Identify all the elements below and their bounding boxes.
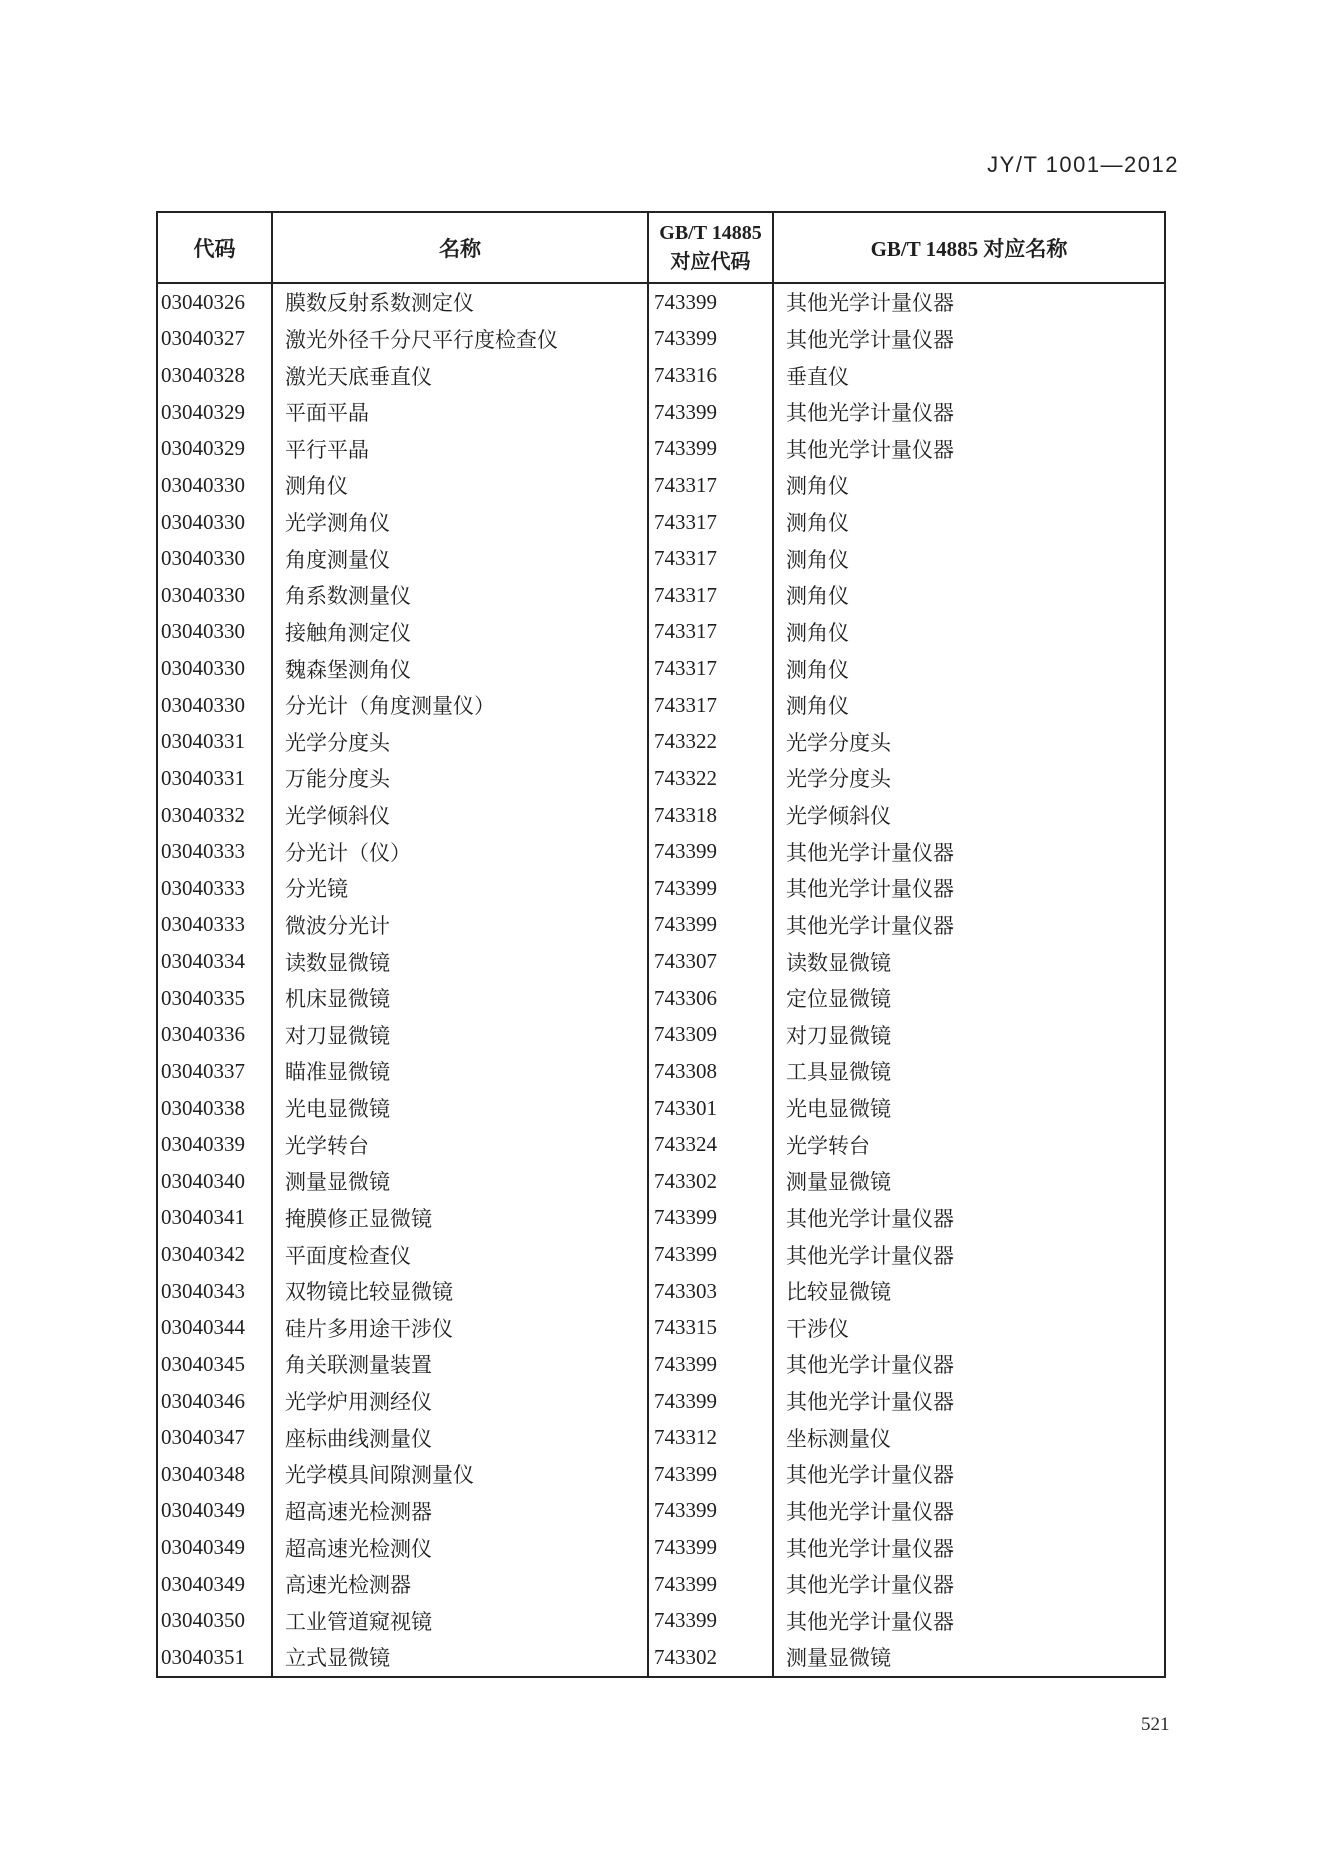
cell-code: 03040351 [161, 1644, 245, 1669]
table-row [158, 394, 1164, 431]
cell-gbt-code: 743317 [647, 577, 772, 614]
table-row [158, 1273, 1164, 1310]
table-row [158, 1017, 1164, 1054]
cell-gbt-code: 743309 [647, 1017, 772, 1054]
cell-name: 硅片多用途干涉仪 [271, 1310, 647, 1347]
cell-name: 膜数反射系数测定仪 [271, 284, 647, 321]
cell-gbt-code: 743322 [647, 724, 772, 761]
cell-name: 光电显微镜 [271, 1090, 647, 1127]
column-header-gbt-code-line2: 对应代码 [670, 250, 751, 273]
cell-code: 03040330 [161, 472, 245, 497]
cell-code: 03040330 [161, 656, 245, 681]
cell-code: 03040333 [161, 839, 245, 864]
table-row [158, 614, 1164, 651]
cell-code: 03040330 [161, 692, 245, 717]
cell-gbt-name: 其他光学计量仪器 [772, 1346, 1164, 1383]
table-row [158, 650, 1164, 687]
cell-gbt-name: 其他光学计量仪器 [772, 284, 1164, 321]
table-row [158, 1126, 1164, 1163]
table-row [158, 833, 1164, 870]
cell-code: 03040333 [161, 912, 245, 937]
table-row [158, 1346, 1164, 1383]
cell-gbt-code: 743399 [647, 1603, 772, 1640]
cell-code: 03040330 [161, 509, 245, 534]
cell-name: 光学转台 [271, 1126, 647, 1163]
cell-gbt-code: 743399 [647, 1529, 772, 1566]
cell-name: 读数显微镜 [271, 943, 647, 980]
cell-gbt-name: 其他光学计量仪器 [772, 321, 1164, 358]
cell-gbt-code: 743317 [647, 467, 772, 504]
cell-gbt-name: 光学转台 [772, 1126, 1164, 1163]
table-row [158, 1566, 1164, 1603]
cell-gbt-name: 测角仪 [772, 650, 1164, 687]
cell-gbt-code: 743399 [647, 1383, 772, 1420]
cell-code: 03040338 [161, 1095, 245, 1120]
cell-gbt-name: 其他光学计量仪器 [772, 1529, 1164, 1566]
cell-gbt-code: 743399 [647, 1346, 772, 1383]
cell-code: 03040347 [161, 1425, 245, 1450]
cell-gbt-code: 743312 [647, 1419, 772, 1456]
cell-code: 03040344 [161, 1315, 245, 1340]
cell-gbt-name: 测角仪 [772, 687, 1164, 724]
table-row [158, 1090, 1164, 1127]
cell-name: 超高速光检测器 [271, 1493, 647, 1530]
cell-gbt-code: 743399 [647, 394, 772, 431]
cell-name: 瞄准显微镜 [271, 1053, 647, 1090]
cell-gbt-name: 干涉仪 [772, 1310, 1164, 1347]
cell-gbt-name: 其他光学计量仪器 [772, 1200, 1164, 1237]
cell-name: 平面度检查仪 [271, 1236, 647, 1273]
cell-gbt-code: 743317 [647, 504, 772, 541]
cell-code: 03040340 [161, 1168, 245, 1193]
table-row [158, 431, 1164, 468]
cell-gbt-code: 743318 [647, 797, 772, 834]
table-header-row [158, 213, 1164, 284]
cell-name: 立式显微镜 [271, 1639, 647, 1676]
cell-gbt-name: 其他光学计量仪器 [772, 1236, 1164, 1273]
cell-gbt-name: 其他光学计量仪器 [772, 907, 1164, 944]
cell-name: 双物镜比较显微镜 [271, 1273, 647, 1310]
cell-name: 超高速光检测仪 [271, 1529, 647, 1566]
cell-gbt-name: 测角仪 [772, 467, 1164, 504]
table-body [158, 284, 1164, 1676]
cell-name: 魏森堡测角仪 [271, 650, 647, 687]
table-row [158, 1419, 1164, 1456]
cell-code: 03040349 [161, 1535, 245, 1560]
table-row [158, 907, 1164, 944]
cell-gbt-code: 743317 [647, 614, 772, 651]
cell-name: 掩膜修正显微镜 [271, 1200, 647, 1237]
cell-name: 光学炉用测经仪 [271, 1383, 647, 1420]
cell-name: 座标曲线测量仪 [271, 1419, 647, 1456]
cell-code: 03040345 [161, 1351, 245, 1376]
cell-gbt-name: 光学倾斜仪 [772, 797, 1164, 834]
cell-name: 光学测角仪 [271, 504, 647, 541]
table-row [158, 357, 1164, 394]
cell-gbt-code: 743307 [647, 943, 772, 980]
cell-name: 光学模具间隙测量仪 [271, 1456, 647, 1493]
cell-code: 03040350 [161, 1608, 245, 1633]
cell-name: 接触角测定仪 [271, 614, 647, 651]
table-row [158, 1493, 1164, 1530]
cell-gbt-name: 测量显微镜 [772, 1639, 1164, 1676]
table-row [158, 1236, 1164, 1273]
cell-gbt-name: 其他光学计量仪器 [772, 1493, 1164, 1530]
cell-gbt-code: 743324 [647, 1126, 772, 1163]
table-row [158, 284, 1164, 321]
cell-gbt-name: 测量显微镜 [772, 1163, 1164, 1200]
cell-code: 03040331 [161, 729, 245, 754]
cell-name: 分光计（仪） [271, 833, 647, 870]
cell-code: 03040335 [161, 985, 245, 1010]
cell-gbt-code: 743399 [647, 1236, 772, 1273]
cell-code: 03040332 [161, 802, 245, 827]
table-row [158, 467, 1164, 504]
table-row [158, 1163, 1164, 1200]
cell-gbt-name: 光电显微镜 [772, 1090, 1164, 1127]
cell-code: 03040327 [161, 326, 245, 351]
cell-gbt-code: 743399 [647, 1493, 772, 1530]
cell-code: 03040329 [161, 436, 245, 461]
cell-code: 03040346 [161, 1388, 245, 1413]
table-row [158, 1053, 1164, 1090]
cell-gbt-name: 其他光学计量仪器 [772, 1456, 1164, 1493]
cell-gbt-code: 743399 [647, 321, 772, 358]
page-number: 521 [1141, 1714, 1170, 1735]
cell-name: 角系数测量仪 [271, 577, 647, 614]
cell-code: 03040330 [161, 546, 245, 571]
cell-gbt-code: 743317 [647, 650, 772, 687]
cell-name: 平行平晶 [271, 431, 647, 468]
cell-name: 激光外径千分尺平行度检查仪 [271, 321, 647, 358]
cell-gbt-code: 743308 [647, 1053, 772, 1090]
cell-gbt-name: 测角仪 [772, 504, 1164, 541]
code-mapping-table [156, 211, 1166, 1678]
table-row [158, 1456, 1164, 1493]
cell-gbt-code: 743399 [647, 1456, 772, 1493]
column-header-gbt-code [647, 213, 772, 282]
table-row [158, 1603, 1164, 1640]
cell-name: 微波分光计 [271, 907, 647, 944]
table-row [158, 321, 1164, 358]
cell-gbt-name: 测角仪 [772, 540, 1164, 577]
standard-number: JY/T 1001—2012 [987, 152, 1179, 177]
cell-code: 03040343 [161, 1278, 245, 1303]
cell-gbt-code: 743399 [647, 431, 772, 468]
cell-code: 03040342 [161, 1242, 245, 1267]
cell-gbt-code: 743317 [647, 540, 772, 577]
column-header-gbt-code-line1: GB/T 14885 [659, 221, 762, 244]
table-row [158, 504, 1164, 541]
cell-gbt-code: 743399 [647, 870, 772, 907]
cell-code: 03040333 [161, 875, 245, 900]
cell-gbt-name: 其他光学计量仪器 [772, 1566, 1164, 1603]
cell-code: 03040329 [161, 399, 245, 424]
column-header-code: 代码 [193, 236, 236, 261]
cell-name: 测量显微镜 [271, 1163, 647, 1200]
cell-gbt-name: 光学分度头 [772, 760, 1164, 797]
table-row [158, 980, 1164, 1017]
cell-name: 对刀显微镜 [271, 1017, 647, 1054]
cell-code: 03040341 [161, 1205, 245, 1230]
table-row [158, 1310, 1164, 1347]
cell-code: 03040326 [161, 289, 245, 314]
cell-gbt-code: 743399 [647, 1200, 772, 1237]
cell-code: 03040328 [161, 363, 245, 388]
cell-name: 分光镜 [271, 870, 647, 907]
table-row [158, 1200, 1164, 1237]
cell-gbt-name: 测角仪 [772, 577, 1164, 614]
cell-gbt-code: 743316 [647, 357, 772, 394]
cell-gbt-code: 743315 [647, 1310, 772, 1347]
cell-gbt-code: 743399 [647, 284, 772, 321]
cell-gbt-name: 坐标测量仪 [772, 1419, 1164, 1456]
cell-code: 03040330 [161, 582, 245, 607]
cell-name: 分光计（角度测量仪） [271, 687, 647, 724]
cell-name: 角度测量仪 [271, 540, 647, 577]
table-row [158, 870, 1164, 907]
cell-gbt-code: 743302 [647, 1163, 772, 1200]
cell-name: 工业管道窥视镜 [271, 1603, 647, 1640]
cell-name: 测角仪 [271, 467, 647, 504]
cell-gbt-code: 743306 [647, 980, 772, 1017]
table-row [158, 1639, 1164, 1676]
table-row [158, 1529, 1164, 1566]
table-row [158, 943, 1164, 980]
cell-gbt-code: 743301 [647, 1090, 772, 1127]
cell-gbt-code: 743303 [647, 1273, 772, 1310]
cell-name: 机床显微镜 [271, 980, 647, 1017]
cell-name: 光学分度头 [271, 724, 647, 761]
cell-gbt-name: 垂直仪 [772, 357, 1164, 394]
cell-gbt-name: 读数显微镜 [772, 943, 1164, 980]
table-row [158, 760, 1164, 797]
cell-gbt-name: 工具显微镜 [772, 1053, 1164, 1090]
cell-name: 光学倾斜仪 [271, 797, 647, 834]
cell-gbt-name: 其他光学计量仪器 [772, 870, 1164, 907]
table-row [158, 1383, 1164, 1420]
cell-gbt-code: 743399 [647, 833, 772, 870]
cell-gbt-code: 743399 [647, 907, 772, 944]
table-row [158, 540, 1164, 577]
table-row [158, 797, 1164, 834]
cell-code: 03040331 [161, 765, 245, 790]
table-row [158, 687, 1164, 724]
cell-gbt-code: 743399 [647, 1566, 772, 1603]
cell-code: 03040348 [161, 1461, 245, 1486]
cell-gbt-code: 743317 [647, 687, 772, 724]
cell-name: 平面平晶 [271, 394, 647, 431]
cell-name: 角关联测量装置 [271, 1346, 647, 1383]
cell-gbt-name: 比较显微镜 [772, 1273, 1164, 1310]
cell-code: 03040349 [161, 1571, 245, 1596]
cell-gbt-name: 其他光学计量仪器 [772, 833, 1164, 870]
table-row [158, 724, 1164, 761]
table-row [158, 577, 1164, 614]
cell-name: 万能分度头 [271, 760, 647, 797]
cell-name: 高速光检测器 [271, 1566, 647, 1603]
cell-code: 03040339 [161, 1132, 245, 1157]
cell-gbt-code: 743322 [647, 760, 772, 797]
cell-gbt-name: 光学分度头 [772, 724, 1164, 761]
cell-gbt-name: 其他光学计量仪器 [772, 431, 1164, 468]
cell-code: 03040334 [161, 949, 245, 974]
column-header-gbt-name: GB/T 14885 对应名称 [772, 213, 1164, 282]
cell-gbt-name: 其他光学计量仪器 [772, 1383, 1164, 1420]
cell-code: 03040349 [161, 1498, 245, 1523]
cell-gbt-name: 其他光学计量仪器 [772, 394, 1164, 431]
cell-gbt-name: 对刀显微镜 [772, 1017, 1164, 1054]
column-header-name: 名称 [271, 213, 647, 282]
cell-name: 激光天底垂直仪 [271, 357, 647, 394]
cell-code: 03040336 [161, 1022, 245, 1047]
cell-gbt-code: 743302 [647, 1639, 772, 1676]
cell-gbt-name: 测角仪 [772, 614, 1164, 651]
cell-code: 03040337 [161, 1058, 245, 1083]
cell-gbt-name: 定位显微镜 [772, 980, 1164, 1017]
cell-gbt-name: 其他光学计量仪器 [772, 1603, 1164, 1640]
cell-code: 03040330 [161, 619, 245, 644]
